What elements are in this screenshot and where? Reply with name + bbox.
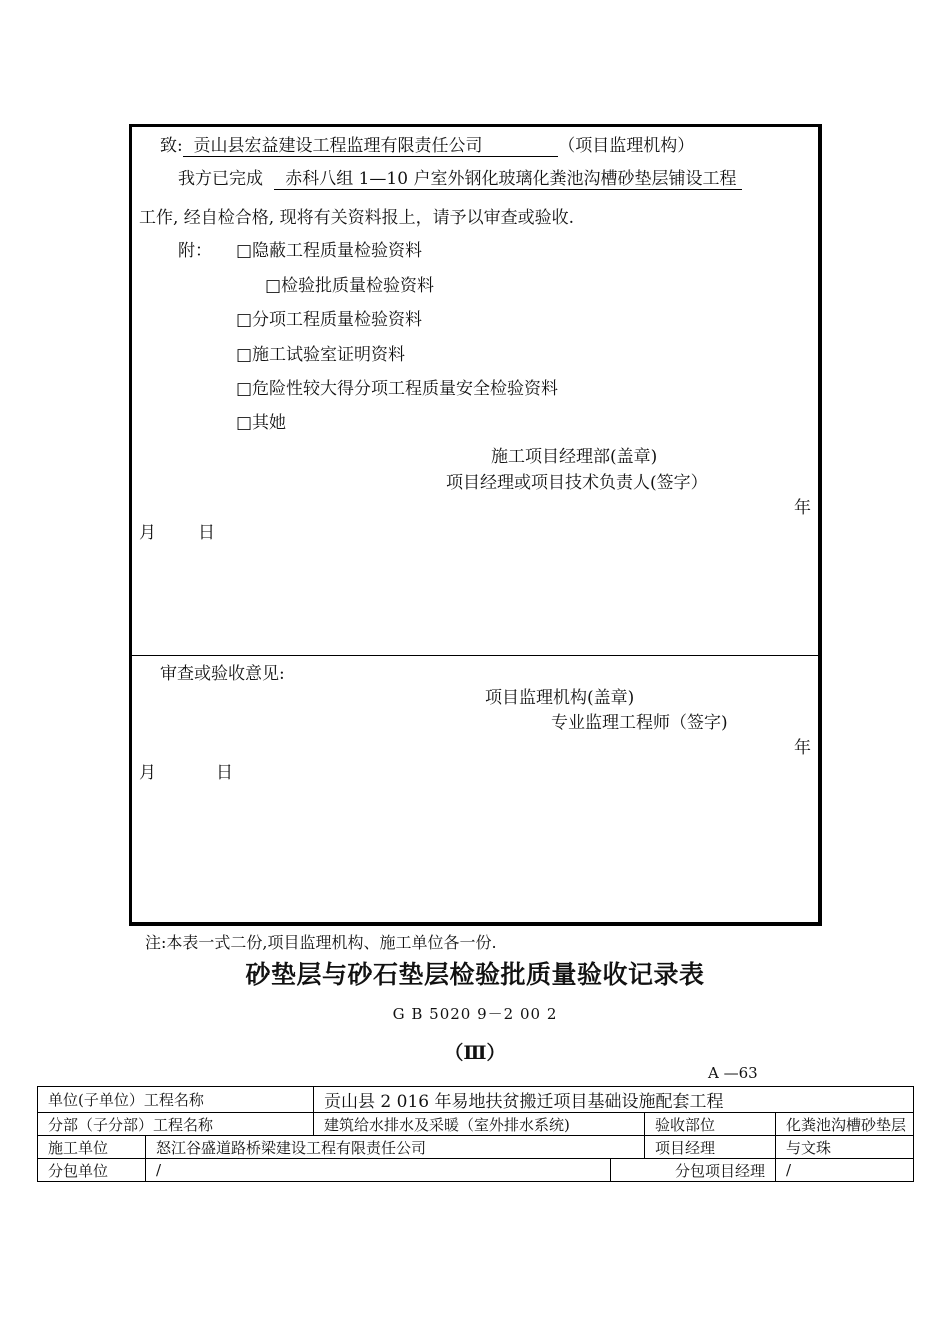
day-label: 日 xyxy=(216,763,233,783)
subcontractor-value: / xyxy=(146,1159,611,1182)
unit-name-label: 单位(子单位）工程名称 xyxy=(38,1087,314,1113)
attachment-subitem-quality: □分项工程质量检验资料 xyxy=(236,310,423,330)
day-label: 日 xyxy=(198,523,215,543)
acceptance-part-label: 验收部位 xyxy=(645,1113,776,1136)
builder-value: 怒江谷盛道路桥梁建设工程有限责任公司 xyxy=(146,1136,645,1159)
year-label: 年 xyxy=(794,498,811,518)
self-check-text: 工作, 经自检合格, 现将有关资料报上，请予以审查或验收. xyxy=(139,208,575,228)
contractor-seal-label: 施工项目经理部(盖章) xyxy=(491,447,658,467)
project-name: 赤科八组 1—10 户室外钢化玻璃化粪池沟槽砂垫层铺设工程 xyxy=(274,164,741,190)
attachment-other: □其她 xyxy=(236,413,287,433)
form-volume: （Ⅲ） xyxy=(444,1042,506,1064)
supervisor-seal-label: 项目监理机构(盖章) xyxy=(485,688,635,708)
year-label: 年 xyxy=(794,738,811,758)
attachments-label: 附： xyxy=(178,241,212,261)
subdivision-value: 建筑给水排水及采暖（室外排水系统) xyxy=(314,1113,645,1136)
project-manager-label: 项目经理 xyxy=(645,1136,776,1159)
project-info-table xyxy=(37,1086,914,1182)
review-opinion-label: 审查或验收意见: xyxy=(160,664,285,684)
table-row xyxy=(38,1087,914,1113)
completed-line xyxy=(178,164,742,190)
attachment-hazard-safety: □危险性较大得分项工程质量安全检验资料 xyxy=(236,379,559,399)
supervisor-org-name: 贡山县宏益建设工程监理有限责任公司 xyxy=(183,131,558,157)
sub-project-manager-value: / xyxy=(776,1159,914,1182)
to-prefix: 致: xyxy=(160,136,183,156)
subdivision-label: 分部（子分部）工程名称 xyxy=(38,1113,314,1136)
section-divider xyxy=(132,655,818,656)
report-frame xyxy=(129,124,822,926)
form-title: 砂垫层与砂石垫层检验批质量验收记录表 xyxy=(245,960,705,989)
table-row xyxy=(38,1159,914,1182)
attachment-hidden-works: □隐蔽工程质量检验资料 xyxy=(236,241,423,261)
to-suffix: （项目监理机构） xyxy=(558,136,695,156)
builder-label: 施工单位 xyxy=(38,1136,146,1159)
table-row xyxy=(38,1136,914,1159)
copies-note: 注:本表一式二份,项目监理机构、施工单位各一份. xyxy=(145,933,497,952)
acceptance-part-value: 化粪池沟槽砂垫层 xyxy=(776,1113,914,1136)
attachment-inspection-batch: □检验批质量检验资料 xyxy=(265,276,435,296)
sub-project-manager-label: 分包项目经理 xyxy=(611,1159,776,1182)
subcontractor-label: 分包单位 xyxy=(38,1159,146,1182)
supervisor-sign-label: 专业监理工程师（签字) xyxy=(551,713,728,733)
unit-name-value: 贡山县 2 016 年易地扶贫搬迁项目基础设施配套工程 xyxy=(314,1087,914,1113)
form-number: A —63 xyxy=(708,1064,758,1082)
month-label: 月 xyxy=(139,763,156,783)
standard-code: G B 5020 9－2 00 2 xyxy=(392,1005,558,1023)
addressee-line xyxy=(160,131,694,157)
month-label: 月 xyxy=(139,523,156,543)
done-prefix: 我方已完成 xyxy=(178,169,263,189)
attachment-lab-certificate: □施工试验室证明资料 xyxy=(236,345,406,365)
table-row xyxy=(38,1113,914,1136)
project-manager-value: 与文珠 xyxy=(776,1136,914,1159)
contractor-sign-label: 项目经理或项目技术负责人(签字） xyxy=(446,473,708,493)
